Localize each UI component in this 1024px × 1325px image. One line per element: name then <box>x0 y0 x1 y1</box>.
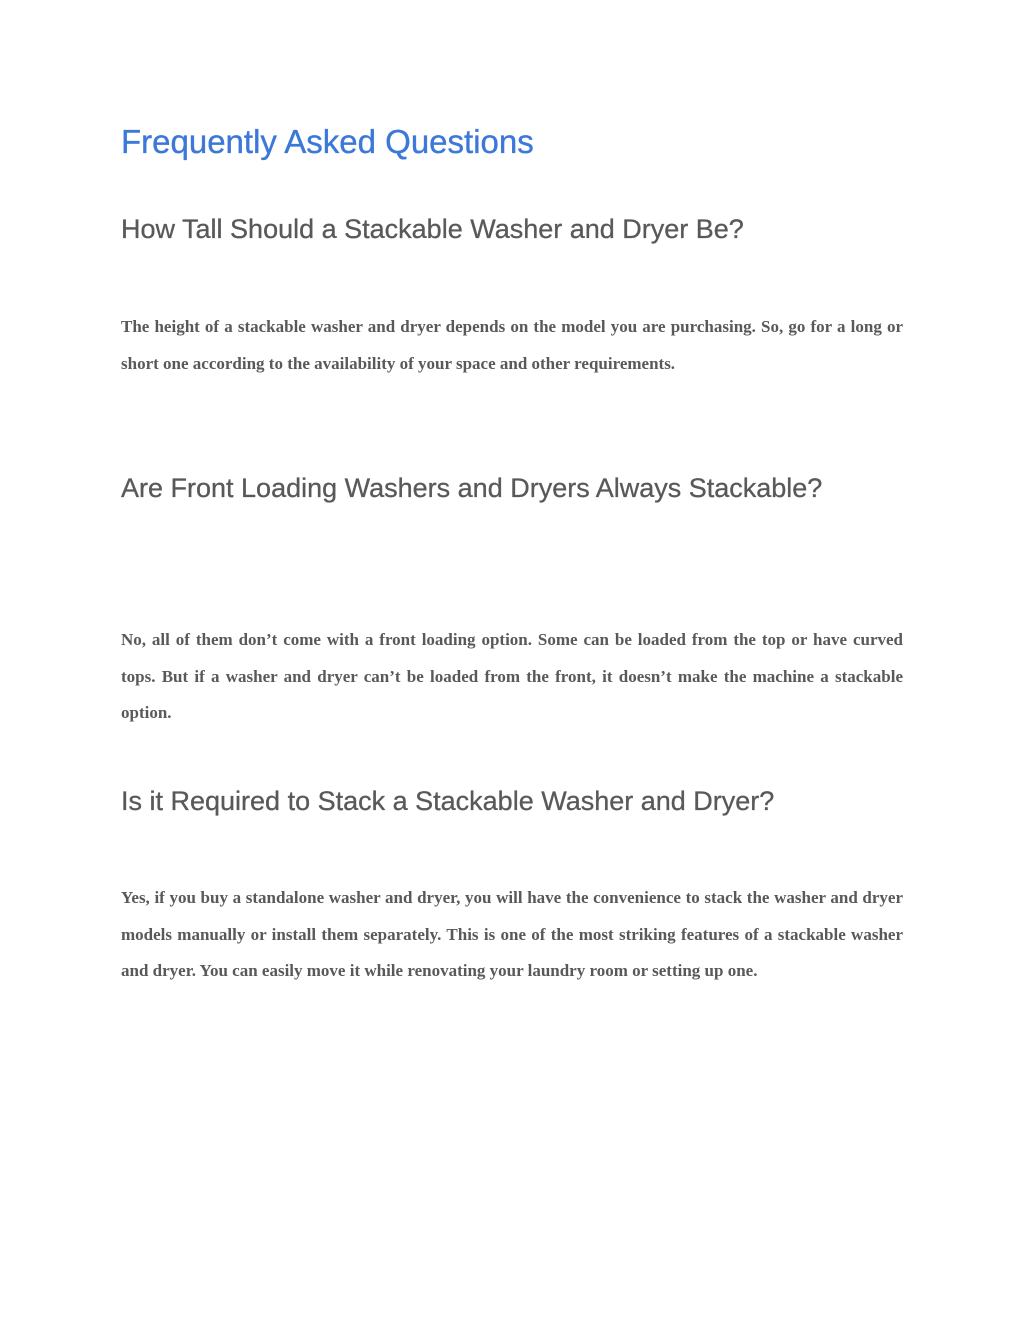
faq-answer: Yes, if you buy a standalone washer and dryer, you will have the convenience to stack the washer and dryer models manually or install them separately. This is one of the most striking features of a stackable washer and dryer. You can easily move it while renovating your laundry room or setting up one. <box>121 888 903 980</box>
faq-question: Are Front Loading Washers and Dryers Always Stackable? <box>121 473 823 503</box>
faq-question: Is it Required to Stack a Stackable Washer and Dryer? <box>121 786 775 816</box>
faq-answer: The height of a stackable washer and dryer depends on the model you are purchasing. So, go for a long or short one according to the availability of your space and other requirements. <box>121 317 903 373</box>
faq-answer: No, all of them don’t come with a front loading option. Some can be loaded from the top or have curved tops. But if a washer and dryer can’t be loaded from the front, it doesn’t make the machine a stackable option. <box>121 630 903 722</box>
page-title: Frequently Asked Questions <box>121 123 534 160</box>
faq-question: How Tall Should a Stackable Washer and Dryer Be? <box>121 214 744 244</box>
